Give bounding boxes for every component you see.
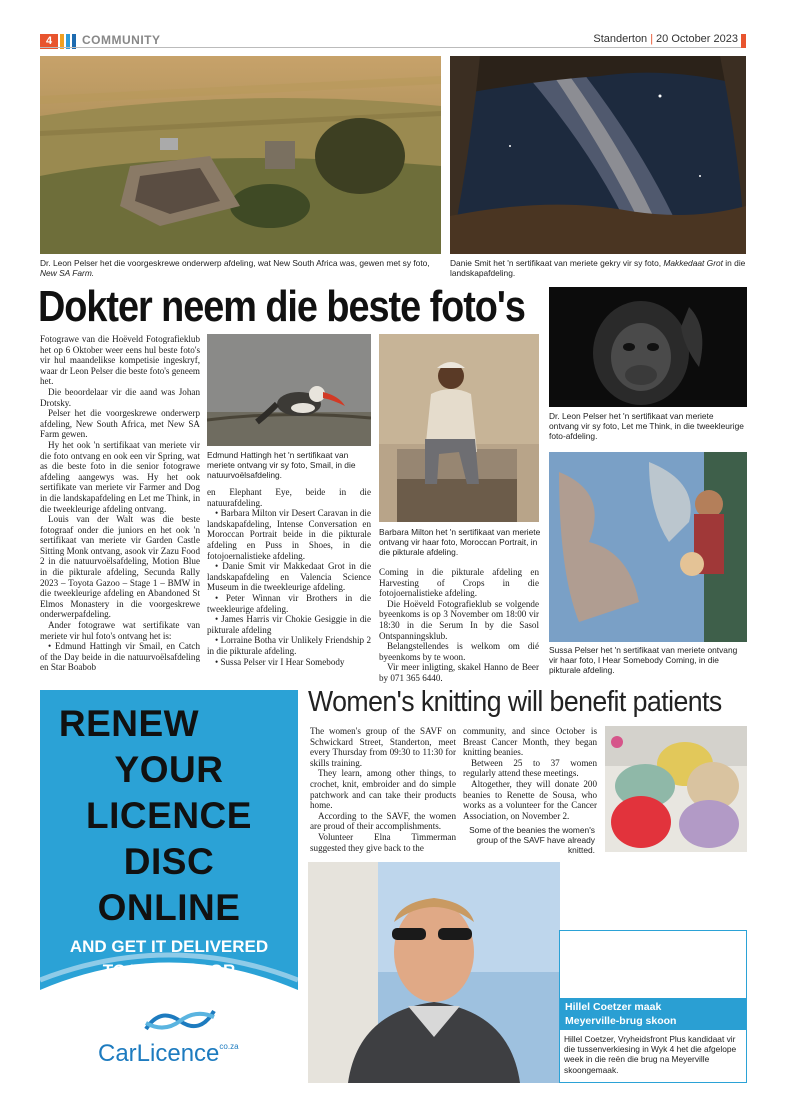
ad-headline-line: YOUR <box>114 749 224 790</box>
beanies-photo-caption: Some of the beanies the women's group of the SAVF have already knitted. <box>469 825 595 856</box>
article-paragraph: • James Harris vir Chokie Gesiggie in die pikturale afdeling <box>207 614 371 635</box>
ad-headline-line: ONLINE <box>97 887 241 928</box>
header-rule <box>40 47 746 48</box>
article-paragraph: Vir meer inligting, skakel Hanno de Beer by 071 365 6440. <box>379 662 539 683</box>
article-paragraph: The women's group of the SAVF on Schwickard Street, Standerton, meet every Thursday from 09:30 to 11:30 for skills training. <box>310 726 456 768</box>
article-column-1 <box>40 334 200 673</box>
article-paragraph: Die beoordelaar vir die aand was Johan Drotsky. <box>40 386 200 408</box>
article-paragraph: Coming in die pikturale afdeling en Harvesting of Crops in die fotojoernalistieke afdeling. <box>379 567 539 599</box>
milky-way-cave-photo <box>450 56 746 254</box>
hillel-coetzer-photo <box>308 862 560 1083</box>
ad-subline: AND GET IT DELIVERED <box>69 937 269 956</box>
article-paragraph: They learn, among other things, to crochet, knit, embroider and do simple patchwork and can take their products home. <box>310 768 456 811</box>
ad-headline-line: LICENCE <box>86 795 252 836</box>
ad-headline-line: RENEW <box>58 703 200 744</box>
article-paragraph: Volunteer Elna Timmerman suggested they give back to the <box>310 831 456 853</box>
chimpanzee-photo <box>549 287 747 407</box>
article-paragraph: • Sussa Pelser vir I Hear Somebody <box>215 656 345 667</box>
moroccan-photo-caption: Barbara Milton het 'n sertifikaat van meriete ontvang vir haar foto, Moroccan Portrait, in die pikturale afdeling. <box>379 527 541 558</box>
carlicence-logo[interactable]: CarLicence$^{co.za}$ <box>98 1040 239 1067</box>
article-paragraph: community, and since October is Breast Cancer Month, they began knitting beanies. <box>463 726 597 758</box>
chimp-photo-caption: Dr. Leon Pelser het 'n sertifikaat van meriete ontvang vir sy foto, Let me Think, in die tweekleurige foto-afdeling. <box>549 411 744 442</box>
article-paragraph: Ander fotograwe wat sertifikate van meriete vir hul foto's ontvang het is: <box>40 620 200 641</box>
article-paragraph: en Elephant Eye, beide in die natuurafdeling. <box>207 487 371 508</box>
hillel-headline: Hillel Coetzer maak Meyerville-brug skoon <box>560 998 746 1030</box>
article-paragraph: Between 25 to 37 women regularly attend these meetings. <box>463 757 597 779</box>
knitting-column-1 <box>310 726 456 853</box>
hillel-caption: Hillel Coetzer, Vryheidsfront Plus kandidaat vir die tussenverkiesing in Wyk 4 het die afgelope week in die reën die brug na Meyerville skoongemaak. <box>564 1034 737 1075</box>
header-dateline: Standerton | 20 October 2023 <box>593 33 738 45</box>
article-paragraph: Pelser het die voorgeskrewe onderwerp afdeling, New South Africa, met New SA Farm gewen. <box>40 408 200 440</box>
issue-date: 20 October 2023 <box>656 33 738 45</box>
grot-photo-caption: Danie Smit het 'n sertifikaat van meriete gekry vir sy foto, Makkedaat Grot in die landskapafdeling. <box>450 258 746 279</box>
ad-headline-line: DISC <box>123 841 215 882</box>
knitting-article-headline: Women's knitting will benefit patients <box>308 686 722 718</box>
article-paragraph: Altogether, they will donate 200 beanies to Renette de Sousa, who works as a volunteer for the Cancer Association, on November 2. <box>463 778 597 821</box>
article-paragraph: • Danie Smit vir Makkedaat Grot in die landskapafdeling en Valencia Science Museum in die tweekleurige afdeling. <box>207 561 371 593</box>
article-paragraph: • Barbara Milton vir Desert Caravan in die landskapafdeling, Intense Conversation en Moroccan Portrait beide in die pikturale afdeling en Puss in Shoes, in die fotojoernalistieke afdeling. <box>207 508 371 561</box>
article-paragraph: Belangstellendes is welkom om dié byeenkoms by te woon. <box>379 641 539 662</box>
article-paragraph: According to the SAVF, the women are proud of their accomplishments. <box>310 810 456 832</box>
section-title: COMMUNITY <box>82 33 161 47</box>
article-paragraph: • Peter Winnan vir Brothers in die tweekleurige afdeling. <box>207 592 371 614</box>
article-column-3 <box>379 567 539 684</box>
hornbill-photo <box>207 334 371 446</box>
carlicence-logo-icon <box>140 1003 220 1039</box>
article-paragraph: Die Hoëveld Fotografieklub se volgende byeenkoms is op 3 November om 18:00 vir 18:30 in die Serum In by die Sasol Ontspanningsklub. <box>379 598 539 641</box>
moroccan-portrait-photo <box>379 334 539 522</box>
article-column-2 <box>207 487 371 667</box>
article-headline: Dokter neem die beste foto's <box>38 282 525 331</box>
sussa-photo-caption: Sussa Pelser het 'n sertifikaat van meriete ontvang vir haar foto, I Hear Somebody Coming, in die pikturale afdeling. <box>549 645 738 676</box>
hornbill-photo-caption: Edmund Hattingh het 'n sertifikaat van meriete ontvang vir sy foto, Smail, in die natuurvoëlsafdeling. <box>207 450 356 481</box>
article-paragraph: Fotograwe van die Hoëveld Fotografieklub het op 6 Oktober weer eens hul beste foto's vir hul maandelikse kompetisie ingeskryf, waar dr Leon Pelser die beste foto's geneem het. <box>40 334 200 387</box>
article-paragraph: Louis van der Walt was die beste fotograaf onder die juniors en het ook 'n sertifikaat van meriete vir Garden Castle Sitting Monk ontvang, asook vir Zazu Food 2 in die natuurvoëlsafdeling, Motion Blue in die pikturale afdeling, Secunda Rally 2023 – Toyota Gazoo – Stage 1 – BMW in die tweekleurige afdeling en Abandoned St Elmos Monastery in die voorgeskrewe onderwerpafdeling. <box>40 514 200 620</box>
header-marker <box>741 34 746 48</box>
farm-photo-caption: Dr. Leon Pelser het die voorgeskrewe onderwerp afdeling, wat New South Africa was, gewen met sy foto, New SA Farm. <box>40 258 430 279</box>
ad-subline: TO YOUR DOOR <box>102 961 236 980</box>
beanies-photo <box>605 726 747 852</box>
article-paragraph: Hy het ook 'n sertifikaat van meriete vir die foto ontvang en ook een vir Spring, wat as die beste foto in die senior fotograwe afdeling aangewys was. Hy het ook sertifikate van meriete vir Farmer and Dog in die landskapafdeling en Let me Think, in die tweekleurige afdeling ontvang. <box>40 439 200 514</box>
knitting-column-2 <box>463 726 597 821</box>
article-paragraph: • Lorraine Botha vir Unlikely Friendship 2 in die pikturale afdeling. <box>207 635 371 656</box>
town-name: Standerton <box>593 33 648 45</box>
farm-aerial-photo <box>40 56 441 254</box>
page-number: 4 <box>40 34 58 49</box>
article-paragraph: • Edmund Hattingh vir Smail, en Catch of the Day beide in die natuurvoëlsafdeling en Star Boabob <box>40 641 200 673</box>
hiding-child-photo <box>549 452 747 642</box>
